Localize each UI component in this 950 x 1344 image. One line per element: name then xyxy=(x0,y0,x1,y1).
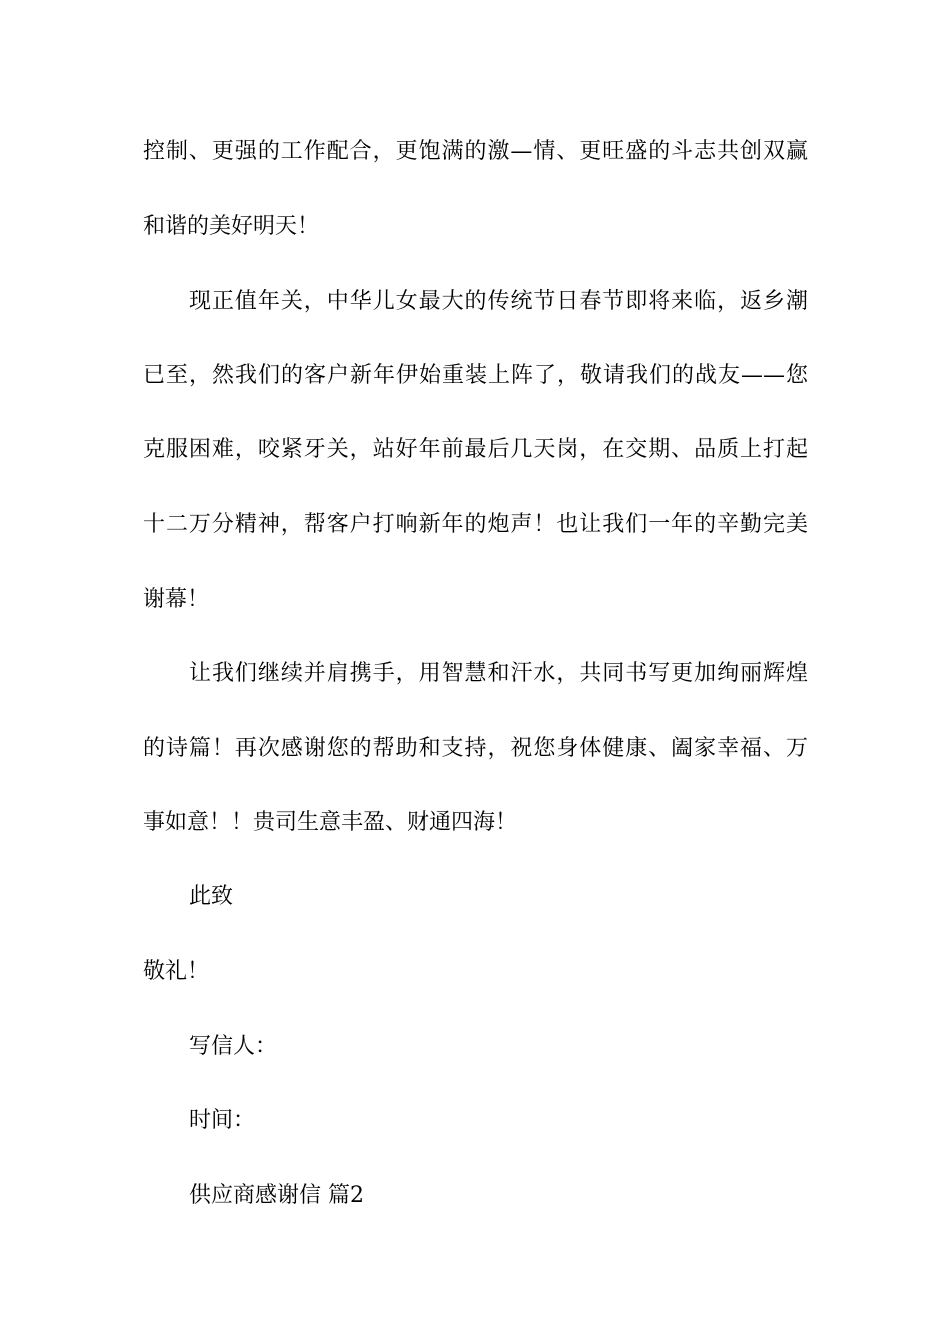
paragraph-3-line-3: 事如意！！贵司生意丰盈、财通四海！ xyxy=(143,810,518,835)
paragraph-2-line-4: 十二万分精神，帮客户打响新年的炮声！也让我们一年的辛勤完美 xyxy=(143,512,808,537)
next-section-title: 供应商感谢信 篇2 xyxy=(189,1183,364,1208)
paragraph-1-line-1: 控制、更强的工作配合，更饱满的激—情、更旺盛的斗志共创双赢 xyxy=(143,139,808,164)
paragraph-3-line-2: 的诗篇！再次感谢您的帮助和支持，祝您身体健康、阖家幸福、万 xyxy=(143,736,808,761)
paragraph-2-line-1: 现正值年关，中华儿女最大的传统节日春节即将来临，返乡潮 xyxy=(189,289,808,314)
paragraph-2-line-5: 谢幕！ xyxy=(143,587,210,612)
closing-text: 此致 xyxy=(189,884,234,909)
paragraph-2-line-2: 已至，然我们的客户新年伊始重装上阵了，敬请我们的战友——您 xyxy=(143,363,808,388)
writer-label: 写信人： xyxy=(189,1034,278,1059)
paragraph-2-line-3: 克服困难，咬紧牙关，站好年前最后几天岗，在交期、品质上打起 xyxy=(143,437,808,462)
paragraph-1-line-2: 和谐的美好明天！ xyxy=(143,214,320,239)
paragraph-3-line-1: 让我们继续并肩携手，用智慧和汗水，共同书写更加绚丽辉煌 xyxy=(189,661,808,686)
salutation-text: 敬礼！ xyxy=(143,959,210,984)
time-label: 时间： xyxy=(189,1108,256,1133)
